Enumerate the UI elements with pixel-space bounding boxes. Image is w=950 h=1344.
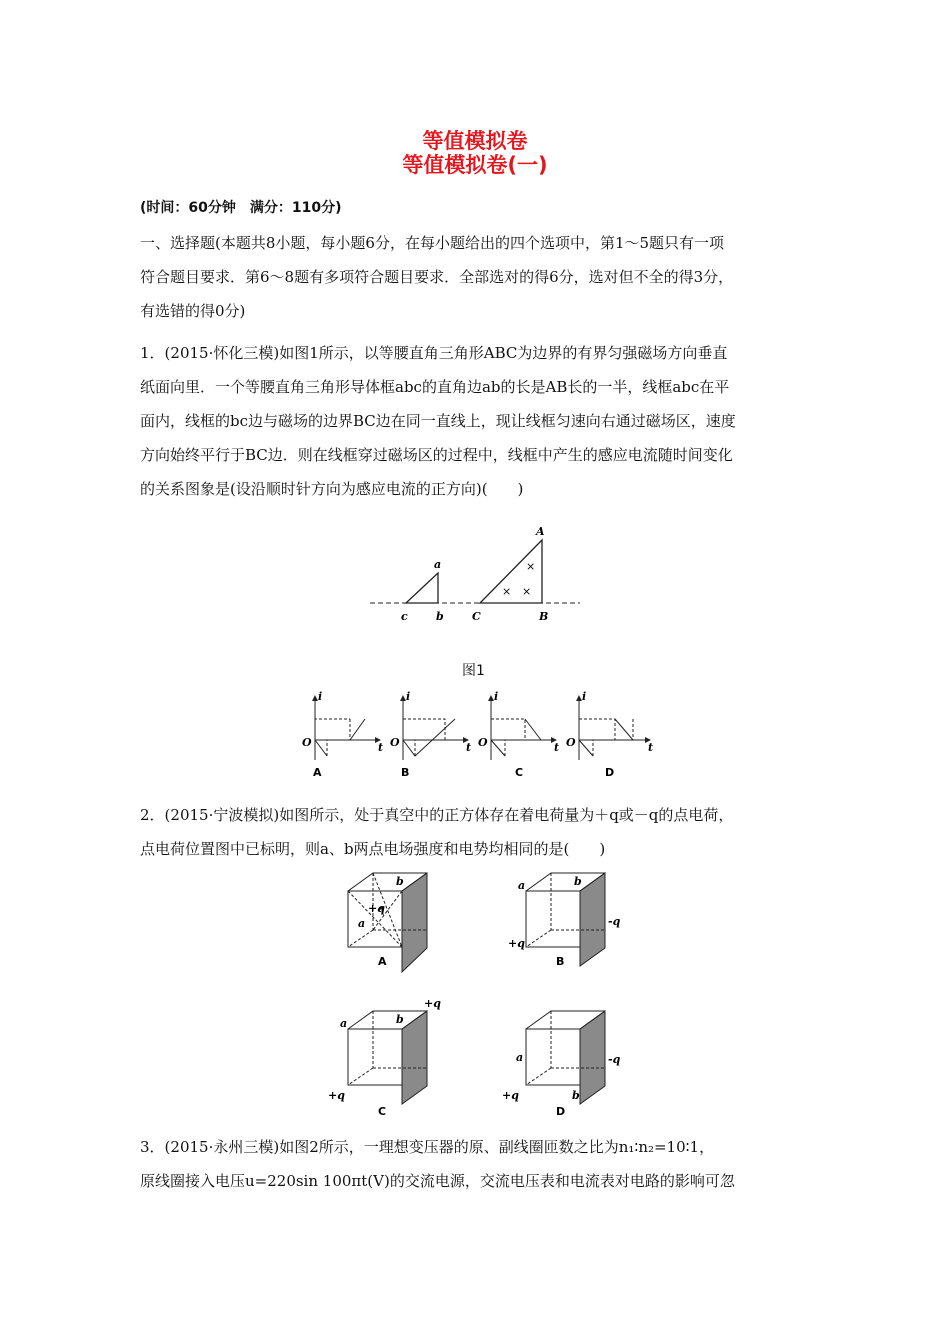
text-line: 原线圈接入电压u=220sin 100πt(V)的交流电源，交流电压表和电流表对电路的影响可忽 [140, 1172, 735, 1190]
origin-label: O [390, 736, 400, 749]
label-a: a [434, 558, 442, 571]
point-b-label: b [574, 875, 582, 888]
option-label: C [515, 766, 524, 779]
label-C: C [472, 610, 481, 623]
label-B: B [539, 610, 549, 623]
charge-label: -q [608, 915, 621, 928]
point-a-label: a [518, 879, 526, 892]
question-1-text [140, 336, 812, 506]
field-cross-mark: × [522, 585, 532, 598]
text-line: 有选错的得0分) [140, 302, 246, 320]
option-label: D [556, 1105, 566, 1118]
exam-info: (时间：60分钟 满分：110分) [140, 200, 342, 216]
current-graph-options [295, 688, 665, 783]
origin-label: O [478, 736, 488, 749]
text-line: 符合题目要求．第6～8题有多项符合题目要求．全部选对的得6分，选对但不全的得3分， [140, 268, 734, 286]
cube-option-D [502, 1011, 621, 1118]
axis-label-i: i [318, 690, 323, 703]
section1-instructions [140, 226, 812, 328]
field-cross-mark: × [526, 560, 536, 573]
text-line: 点电荷位置图中已标明，则a、b两点电场强度和电势均相同的是( ) [140, 840, 606, 858]
cube-figures [320, 865, 630, 1118]
point-a-label: a [516, 1051, 524, 1064]
charge-label: +q [508, 937, 525, 950]
text-line: 面内，线框的bc边与磁场的边界BC边在同一直线上，现让线框匀速向右通过磁场区，速度 [140, 412, 736, 430]
option-label: D [605, 766, 615, 779]
label-c: c [401, 610, 408, 623]
question-2-text [140, 798, 812, 866]
text-line: 纸面向里．一个等腰直角三角形导体框abc的直角边ab的长是AB长的一半，线框abc在平 [140, 378, 730, 396]
question-3-text [140, 1130, 812, 1198]
point-b-label: b [396, 875, 404, 888]
axis-label-t: t [554, 741, 560, 754]
graph-option-D [566, 690, 653, 779]
option-label: A [378, 955, 387, 968]
charge-label: -q [608, 1053, 621, 1066]
axis-label-i: i [494, 690, 499, 703]
charge-label: +q [368, 902, 385, 915]
axis-label-i: i [582, 690, 587, 703]
label-b: b [436, 610, 444, 623]
point-b-label: b [572, 1089, 580, 1102]
charge-label: +q [502, 1089, 519, 1102]
exam-subtitle: 等值模拟卷(一) [402, 153, 548, 177]
field-cross-mark: × [502, 585, 512, 598]
text-line: 1．(2015·怀化三模)如图1所示，以等腰直角三角形ABC为边界的有界匀强磁场方向垂直 [140, 344, 728, 362]
figure-1-caption: 图1 [462, 663, 485, 679]
figure-1-diagram [360, 520, 590, 630]
exam-title: 等值模拟卷 [422, 129, 528, 153]
option-label: B [401, 766, 410, 779]
text-line: 2．(2015·宁波模拟)如图所示，处于真空中的正方体存在着电荷量为＋q或－q的点电荷， [140, 806, 734, 824]
origin-label: O [566, 736, 576, 749]
graph-option-A [302, 690, 383, 779]
point-a-label: a [358, 917, 366, 930]
frame-triangle [406, 573, 438, 603]
cube-option-C [328, 997, 441, 1118]
charge-label: +q [424, 997, 441, 1010]
graph-option-B [390, 690, 471, 779]
origin-label: O [302, 736, 312, 749]
axis-label-i: i [406, 690, 411, 703]
point-b-label: b [396, 1013, 404, 1026]
cube-option-B [508, 873, 621, 968]
charge-label: +q [328, 1089, 345, 1102]
option-label: B [556, 955, 565, 968]
text-line: 3．(2015·永州三模)如图2所示，一理想变压器的原、副线圈匝数之比为n₁∶n₂=10∶1， [140, 1138, 715, 1156]
label-A: A [536, 525, 545, 538]
point-a-label: a [340, 1017, 348, 1030]
option-label: A [313, 766, 322, 779]
cube-option-A [348, 873, 427, 972]
axis-label-t: t [378, 741, 384, 754]
axis-label-t: t [648, 741, 654, 754]
option-label: C [378, 1105, 387, 1118]
axis-label-t: t [466, 741, 472, 754]
text-line: 一、选择题(本题共8小题，每小题6分，在每小题给出的四个选项中，第1～5题只有一项 [140, 234, 725, 252]
text-line: 方向始终平行于BC边．则在线框穿过磁场区的过程中，线框中产生的感应电流随时间变化 [140, 446, 733, 464]
text-line: 的关系图象是(设沿顺时针方向为感应电流的正方向)( ) [140, 480, 524, 498]
graph-option-C [478, 690, 559, 779]
